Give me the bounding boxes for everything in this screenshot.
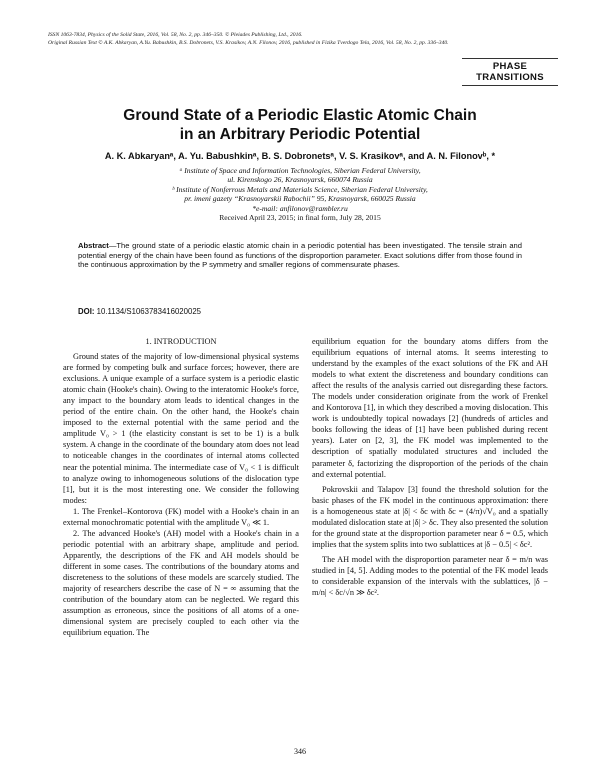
section-top-rule [462,58,558,59]
abstract-text: —The ground state of a periodic elastic atomic chain in a periodic potential has been investigated. The tensile strain and potential energy of the chain have been found as functions of the disproportion parameter. Exact solutions differ from those found in the continuous approximation by the P symmetry and smaller regions of commensurate phases. [78,241,522,270]
left-paragraph-1: Ground states of the majority of low-dimensional physical systems are formed by competing bulk and surface forces; however, there are exclusions. A unique example of a surface system is a periodic elastic atomic chain (Hooke's chain). Owing to the interatomic Hooke's force, any impact to the boundary atom leads to identical changes in the period of the entire chain. On the other hand, the Hooke's chain imposed to the external potential with the same period and the amplitude V₀ > 1 (the elasticity constant is set to be 1) is a bulk system. A change in the coordinate of the boundary atom does not lead to noticeable changes in the coordinates of internal atoms collected near the potential minima. The intermediate case of V₀ < 1 is difficult to analyze owing to inhomogeneous solutions of the dislocation type [1], but it is the most interesting one. We consider the following modes: [63,352,299,505]
doi-label: DOI: [78,307,95,316]
paper-title [60,106,540,144]
left-paragraph-3: 2. The advanced Hooke's (AH) model with a Hooke's chain in a periodic potential with an arbitrary shape, amplitude and period. Apparently, the descriptions of the FK and AH models should be different in some cases. The contributions of the boundary atoms and discreteness to the solutions of these models are scarcely studied. The majority of researchers describe the case of N = ∞ assuming that the contribution of the boundary atom can be neglected. We regard this assumption as erroneous, since the positions of all atoms of a one-dimensional system are precisely coupled to each other via the equilibrium equation. The [63,528,299,638]
affiliations [60,166,540,222]
email: *e-mail: anfilonov@rambler.ru [252,203,348,213]
section-bottom-rule [462,85,558,86]
doi-value: 10.1134/S1063783416020025 [96,307,201,316]
journal-header [48,31,558,47]
journal-header-line2: Original Russian Text © A.K. Abkaryan, A.Yu. Babushkin, B.S. Dobronets, V.S. Krasikov, A.N. Filonov, 2016, published in Fizika Tverdogo Tela, 2016, Vol. 58, No. 2, pp. 336–340. [48,40,449,46]
right-paragraph-1: equilibrium equation for the boundary atoms differs from the equilibrium equations of internal atoms. It seems interesting to understand by the examples of the exact solutions of the FK and AH models to what extent the discreteness and boundary conditions can affect the results of the analysis carried out disregarding these factors. The models under consideration originate from the work of Frenkel and Kontorova [1], in which they described a moving dislocation. This work is undoubtedly topical nowadays [2] (hundreds of articles and books following the ideas of [1] have been published during recent years). Later on [2, 3], the FK model was implemented to the description of spatially modulated structures and included the parameter δ, factorizing the disproportion of the periods of the chain and external potential. [312,337,548,479]
title-line1: Ground State of a Periodic Elastic Atomic Chain [123,107,477,124]
affiliation-a-line1: ᵃ Institute of Space and Information Technologies, Siberian Federal University, [179,166,421,175]
authors: A. K. Abkaryanᵃ, A. Yu. Babushkinᵃ, B. S. Dobronetsᵃ, V. S. Krasikovᵃ, and A. N. Filonovᵇ, * [104,151,496,161]
affiliation-a-line2: ul. Kirenskogo 26, Krasnoyarsk, 660074 Russia [227,175,373,185]
section-line2: TRANSITIONS [476,72,544,83]
section-line1: PHASE [492,61,528,72]
title-line2: in an Arbitrary Periodic Potential [179,126,421,143]
abstract-label: Abstract [78,241,109,250]
affiliation-b-line2: pr. imeni gazety “Krasnoyarskii Rabochii” 95, Krasnoyarsk, 660025 Russia [184,194,416,204]
left-column [63,336,299,638]
abstract [78,241,522,270]
right-paragraph-2: Pokrovskii and Talapov [3] found the threshold solution for the basic phases of the FK model in the continuous approximation: there is a homogeneous state at |δ| < δc with δc = (4/π)√V₀ and a spatially modulated dislocation state at |δ| > δc. They also presented the solution for the ground state at the disproportion parameter near δ = 0.5, which implies that the system splits into two sublattices at |δ − 0.5| < δc². [312,484,548,549]
affiliation-b-line1: ᵇ Institute of Nonferrous Metals and Materials Science, Siberian Federal University, [172,184,428,194]
page-number: 346 [294,747,306,756]
right-column [312,336,548,598]
received-date: Received April 23, 2015; in final form, July 28, 2015 [219,213,381,223]
section-heading-introduction: 1. INTRODUCTION [145,337,217,346]
journal-header-line1: ISSN 1063-7834, Physics of the Solid State, 2016, Vol. 58, No. 2, pp. 346–350. © Pleiades Publishing, Ltd., 2016. [48,32,303,38]
right-paragraph-3: The AH model with the disproportion parameter near δ = m/n was studied in [4, 5]. Adding modes to the potential of the FK model leads to considerable expansion of the intervals with the sublattices, |δ − m/n| < δc/√n ≫ δc². [312,554,548,598]
left-paragraph-2: 1. The Frenkel–Kontorova (FK) model with a Hooke's chain in an external monochromatic potential with the amplitude V₀ ≪ 1. [63,506,299,527]
doi [78,307,201,317]
